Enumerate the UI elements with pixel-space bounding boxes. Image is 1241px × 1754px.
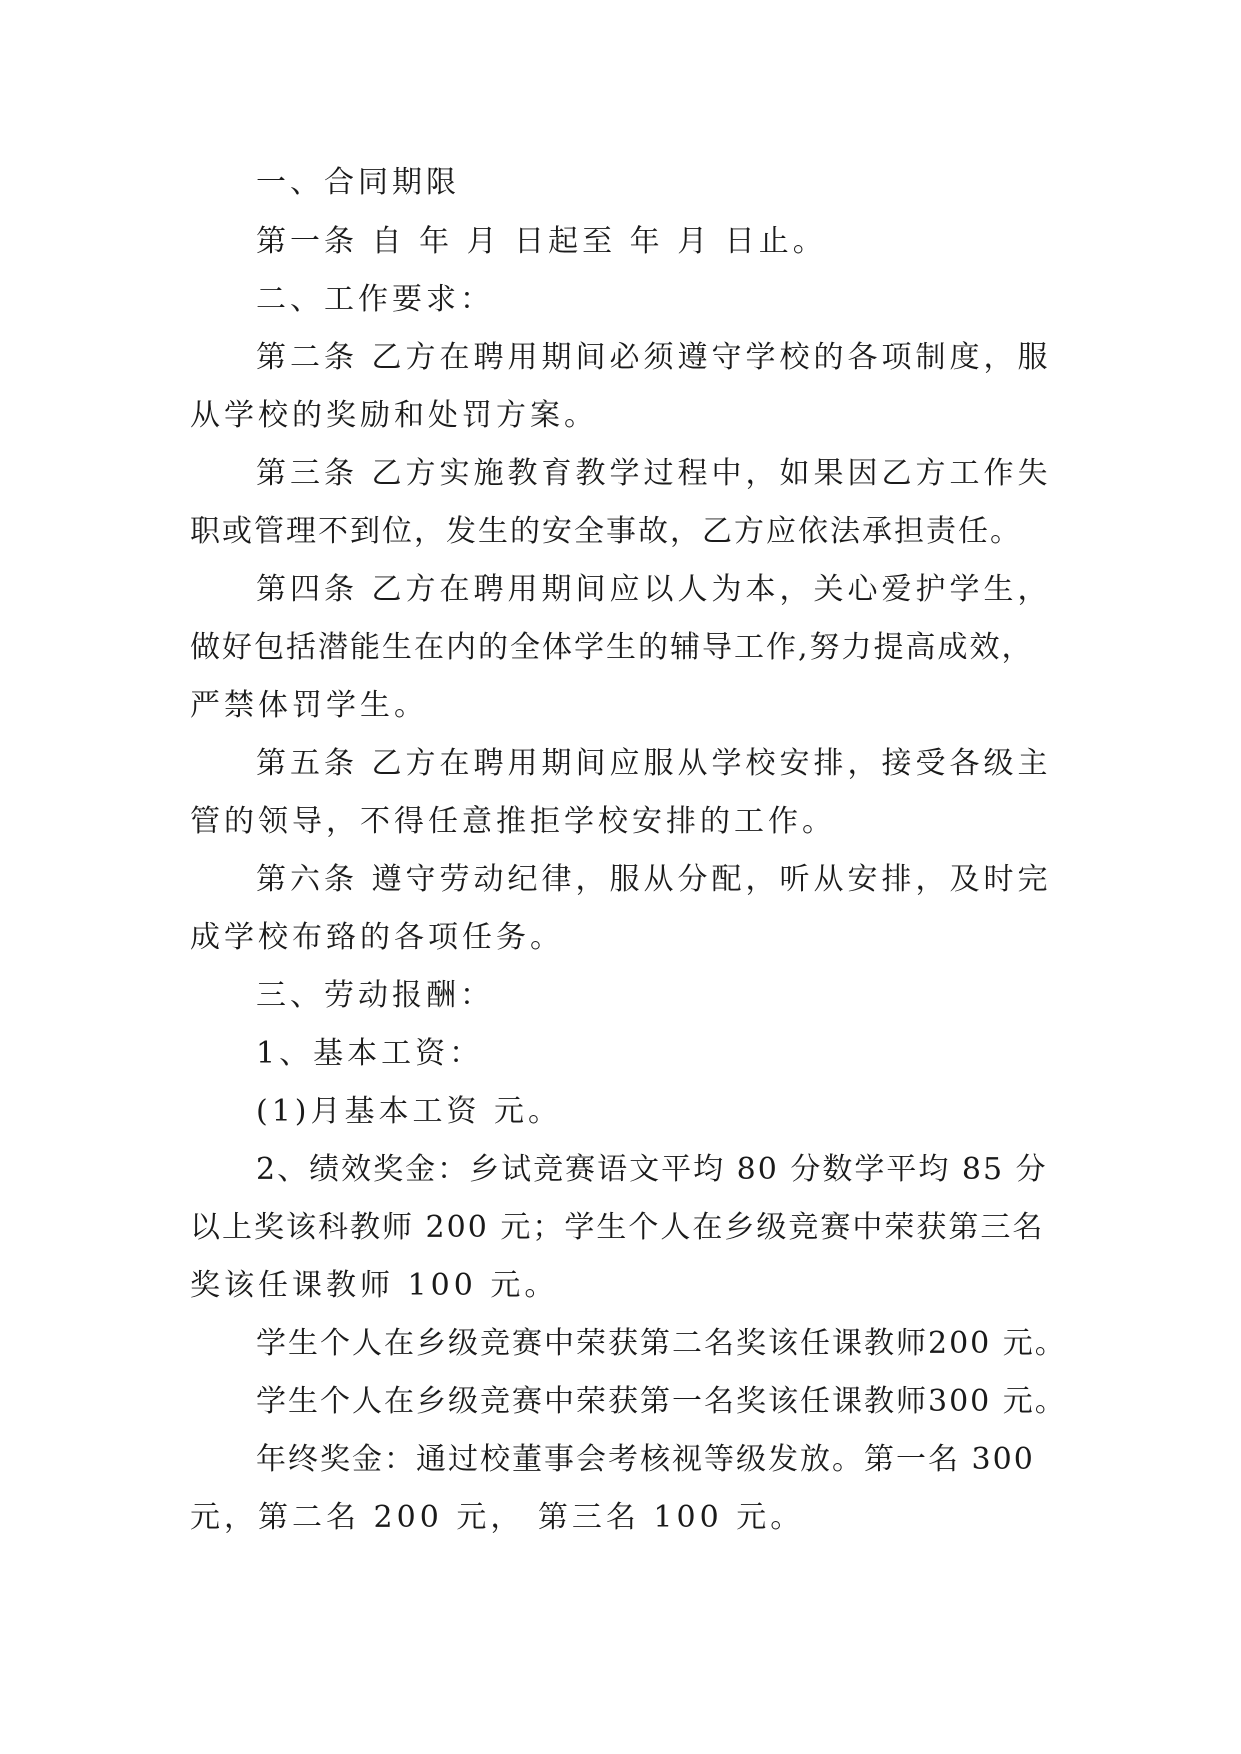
article-4-line-1: 第四条 乙方在聘用期间应以人为本，关心爱护学生，	[256, 572, 1052, 607]
article-1: 第一条 自 年 月 日起至 年 月 日止。	[256, 224, 827, 259]
article-2-line-1: 第二条 乙方在聘用期间必须遵守学校的各项制度，服	[256, 340, 1052, 375]
year-end-bonus-line-1: 年终奖金：通过校董事会考核视等级发放。第一名 300	[256, 1442, 1035, 1477]
performance-bonus-line-2: 以上奖该科教师 200 元；学生个人在乡级竞赛中荣获第三名	[190, 1210, 1045, 1245]
article-3-line-2: 职或管理不到位，发生的安全事故，乙方应依法承担责任。	[190, 514, 1022, 549]
first-place-bonus: 学生个人在乡级竞赛中荣获第一名奖该任课教师300 元。	[256, 1384, 1067, 1419]
article-3-line-1: 第三条 乙方实施教育教学过程中，如果因乙方工作失	[256, 456, 1052, 491]
year-end-bonus-line-2: 元，第二名 200 元， 第三名 100 元。	[190, 1500, 805, 1535]
basic-salary-heading: 1、基本工资：	[256, 1036, 484, 1071]
section-heading-contract-term: 一、合同期限	[256, 165, 460, 200]
section-heading-work-requirements: 二、工作要求：	[256, 282, 494, 317]
monthly-basic-salary: (1)月基本工资 元。	[256, 1094, 563, 1129]
performance-bonus-line-1: 2、绩效奖金：乡试竞赛语文平均 80 分数学平均 85 分	[256, 1152, 1048, 1187]
section-heading-remuneration: 三、劳动报酬：	[256, 978, 494, 1013]
article-4-line-3: 严禁体罚学生。	[190, 688, 428, 723]
performance-bonus-line-3: 奖该任课教师 100 元。	[190, 1268, 559, 1303]
article-5-line-1: 第五条 乙方在聘用期间应服从学校安排，接受各级主	[256, 746, 1052, 781]
article-2-line-2: 从学校的奖励和处罚方案。	[190, 398, 598, 433]
article-4-line-2: 做好包括潜能生在内的全体学生的辅导工作,努力提高成效，	[190, 630, 1034, 665]
article-6-line-2: 成学校布臵的各项任务。	[190, 920, 564, 955]
article-6-line-1: 第六条 遵守劳动纪律，服从分配，听从安排，及时完	[256, 862, 1052, 897]
second-place-bonus: 学生个人在乡级竞赛中荣获第二名奖该任课教师200 元。	[256, 1326, 1067, 1361]
article-5-line-2: 管的领导，不得任意推拒学校安排的工作。	[190, 804, 836, 839]
